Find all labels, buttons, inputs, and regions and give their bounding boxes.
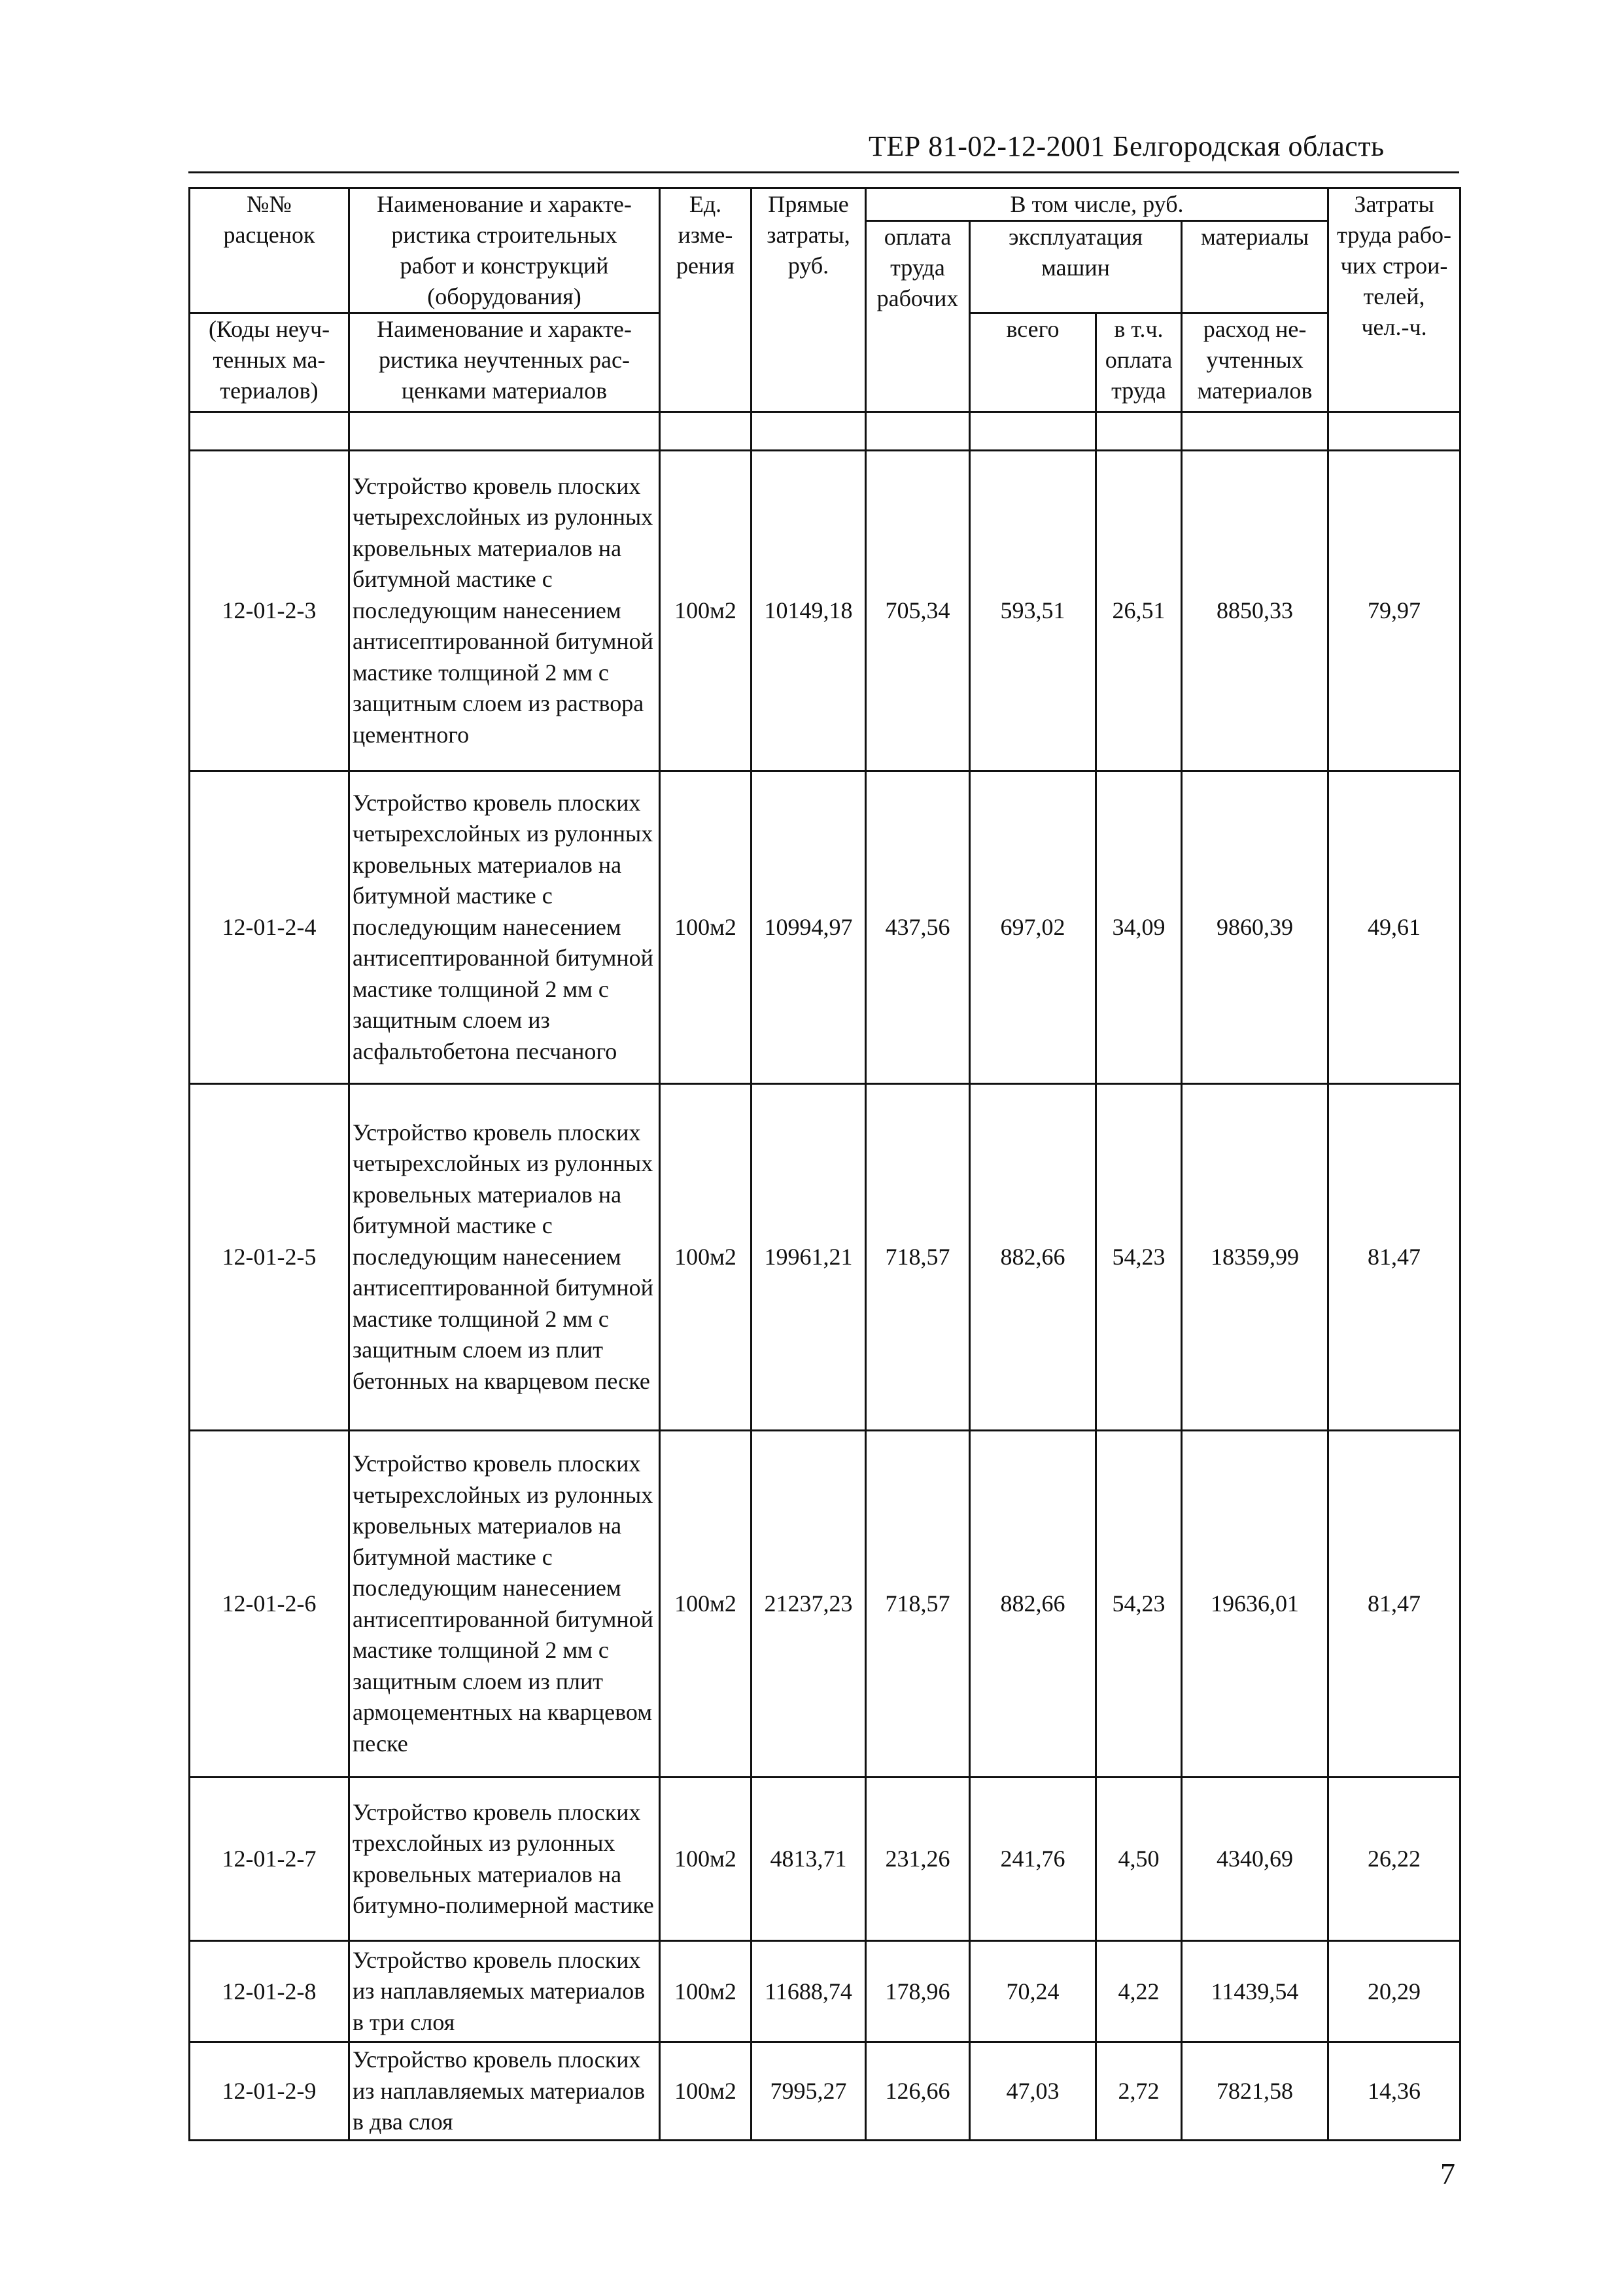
table-row	[190, 1431, 1460, 1778]
direct-costs: 11688,74	[752, 1941, 866, 2042]
machines-labor: 34,09	[1096, 771, 1182, 1084]
materials-cost: 4340,69	[1182, 1778, 1328, 1941]
materials-cost: 19636,01	[1182, 1431, 1328, 1778]
unit: 100м2	[660, 451, 752, 771]
work-description: Устройство кровель плоских четырехслойных из рулонных кровельных материалов на битумной мастике с последующим нанесением антисептированной битумной мастике толщиной 2 мм с защитным слоем из асфальтобетона песчаного	[349, 771, 660, 1084]
materials-cost: 7821,58	[1182, 2042, 1328, 2141]
header-name: Наименование и характе- ристика строительных работ и конструкций (оборудования)	[349, 188, 660, 313]
document-header: ТЕР 81-02-12-2001 Белгородская область	[869, 130, 1385, 162]
machines-labor: 4,50	[1096, 1778, 1182, 1941]
rate-code: 12-01-2-3	[190, 451, 349, 771]
machines-total: 70,24	[970, 1941, 1096, 2042]
labor-hours: 49,61	[1328, 771, 1460, 1084]
work-description: Устройство кровель плоских четырехслойных из рулонных кровельных материалов на битумной мастике с последующим нанесением антисептированной битумной мастике толщиной 2 мм с защитным слоем из раствора цементного	[349, 451, 660, 771]
machines-total: 882,66	[970, 1431, 1096, 1778]
header-materials: материалы	[1182, 221, 1328, 313]
rate-code: 12-01-2-6	[190, 1431, 349, 1778]
labor-hours: 81,47	[1328, 1084, 1460, 1431]
machines-total: 241,76	[970, 1778, 1096, 1941]
direct-costs: 10994,97	[752, 771, 866, 1084]
labor-cost: 718,57	[866, 1431, 970, 1778]
machines-labor: 54,23	[1096, 1431, 1182, 1778]
labor-cost: 705,34	[866, 451, 970, 771]
machines-labor: 54,23	[1096, 1084, 1182, 1431]
unit: 100м2	[660, 1084, 752, 1431]
header-machines: эксплуатация машин	[970, 221, 1182, 313]
table-row	[190, 2042, 1460, 2141]
header-labor-cost: оплата труда рабочих	[866, 221, 970, 412]
rate-code: 12-01-2-7	[190, 1778, 349, 1941]
rates-table	[188, 187, 1461, 2141]
direct-costs: 4813,71	[752, 1778, 866, 1941]
machines-labor: 4,22	[1096, 1941, 1182, 2042]
table-body	[190, 451, 1460, 2141]
table-header	[190, 188, 1460, 451]
labor-hours: 81,47	[1328, 1431, 1460, 1778]
rate-code: 12-01-2-8	[190, 1941, 349, 2042]
table-row	[190, 1778, 1460, 1941]
header-machines-labor: в т.ч. оплата труда	[1096, 313, 1182, 412]
header-code: №№ расценок	[190, 188, 349, 313]
header-including: В том числе, руб.	[866, 188, 1328, 221]
rate-code: 12-01-2-9	[190, 2042, 349, 2141]
materials-cost: 11439,54	[1182, 1941, 1328, 2042]
table-row	[190, 1941, 1460, 2042]
labor-cost: 231,26	[866, 1778, 970, 1941]
unit: 100м2	[660, 1941, 752, 2042]
work-description: Устройство кровель плоских из наплавляемых материалов в три слоя	[349, 1941, 660, 2042]
materials-cost: 18359,99	[1182, 1084, 1328, 1431]
unit: 100м2	[660, 2042, 752, 2141]
header-materials-use: расход не- учтенных материалов	[1182, 313, 1328, 412]
table-row	[190, 451, 1460, 771]
unit: 100м2	[660, 1778, 752, 1941]
machines-total: 593,51	[970, 451, 1096, 771]
direct-costs: 21237,23	[752, 1431, 866, 1778]
unit: 100м2	[660, 771, 752, 1084]
direct-costs: 19961,21	[752, 1084, 866, 1431]
unit: 100м2	[660, 1431, 752, 1778]
header-code-unaccounted: (Коды неуч- тенных ма- териалов)	[190, 313, 349, 412]
work-description: Устройство кровель плоских трехслойных из рулонных кровельных материалов на битумно-полимерной мастике	[349, 1778, 660, 1941]
header-name-unaccounted: Наименование и характе- ристика неучтенных рас- ценками материалов	[349, 313, 660, 412]
header-rule	[188, 171, 1459, 173]
direct-costs: 7995,27	[752, 2042, 866, 2141]
rate-code: 12-01-2-5	[190, 1084, 349, 1431]
machines-labor: 2,72	[1096, 2042, 1182, 2141]
materials-cost: 8850,33	[1182, 451, 1328, 771]
machines-labor: 26,51	[1096, 451, 1182, 771]
labor-hours: 79,97	[1328, 451, 1460, 771]
machines-total: 882,66	[970, 1084, 1096, 1431]
work-description: Устройство кровель плоских четырехслойных из рулонных кровельных материалов на битумной мастике с последующим нанесением антисептированной битумной мастике толщиной 2 мм с защитным слоем из плит армоцементных на кварцевом песке	[349, 1431, 660, 1778]
rate-code: 12-01-2-4	[190, 771, 349, 1084]
labor-hours: 26,22	[1328, 1778, 1460, 1941]
machines-total: 697,02	[970, 771, 1096, 1084]
labor-cost: 437,56	[866, 771, 970, 1084]
header-unit: Ед. изме- рения	[660, 188, 752, 412]
materials-cost: 9860,39	[1182, 771, 1328, 1084]
work-description: Устройство кровель плоских из наплавляемых материалов в два слоя	[349, 2042, 660, 2141]
page-number: 7	[1440, 2157, 1455, 2190]
table-row	[190, 1084, 1460, 1431]
labor-cost: 718,57	[866, 1084, 970, 1431]
table-row	[190, 771, 1460, 1084]
header-labor-hours: Затраты труда рабо- чих строи- телей, чел.-ч.	[1328, 188, 1460, 412]
labor-cost: 126,66	[866, 2042, 970, 2141]
work-description: Устройство кровель плоских четырехслойных из рулонных кровельных материалов на битумной мастике с последующим нанесением антисептированной битумной мастике толщиной 2 мм с защитным слоем из плит бетонных на кварцевом песке	[349, 1084, 660, 1431]
machines-total: 47,03	[970, 2042, 1096, 2141]
direct-costs: 10149,18	[752, 451, 866, 771]
header-direct-costs: Прямые затраты, руб.	[752, 188, 866, 412]
header-machines-total: всего	[970, 313, 1096, 412]
labor-hours: 14,36	[1328, 2042, 1460, 2141]
labor-hours: 20,29	[1328, 1941, 1460, 2042]
labor-cost: 178,96	[866, 1941, 970, 2042]
